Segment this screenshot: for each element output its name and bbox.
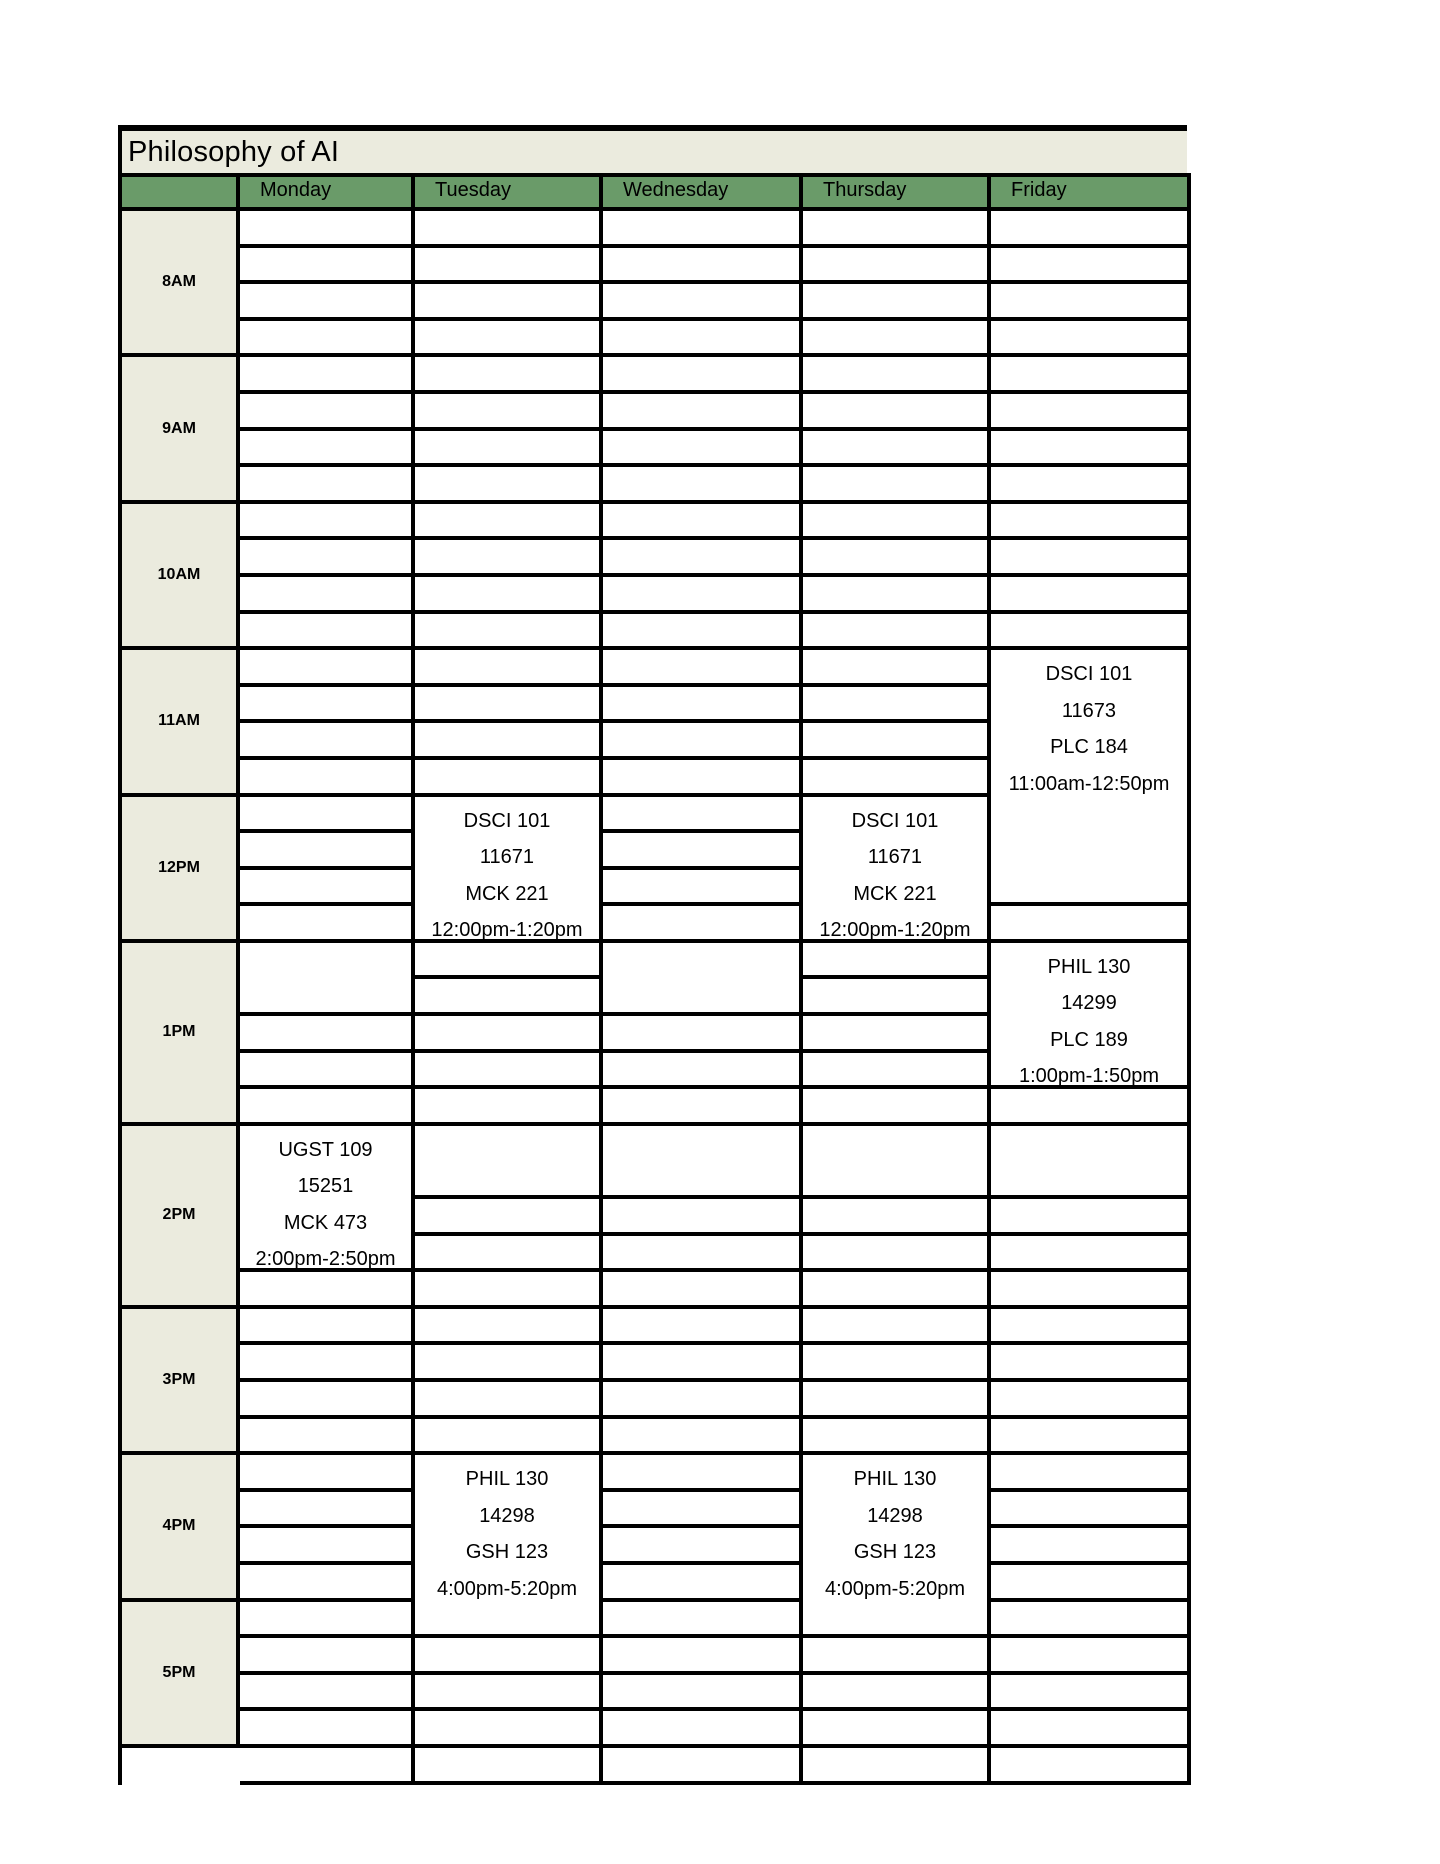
- empty-slot[interactable]: [603, 723, 803, 760]
- empty-slot[interactable]: [991, 1675, 1191, 1712]
- empty-slot[interactable]: [603, 1236, 803, 1273]
- time-label-11am: 11AM: [122, 650, 240, 796]
- empty-slot[interactable]: [603, 1602, 803, 1639]
- header-tuesday: Tuesday: [415, 173, 603, 211]
- empty-slot[interactable]: [991, 248, 1191, 285]
- empty-slot[interactable]: [240, 1455, 415, 1492]
- class-time: 4:00pm-5:20pm: [436, 1577, 578, 1600]
- empty-slot[interactable]: [415, 248, 603, 285]
- empty-slot[interactable]: [803, 1675, 991, 1712]
- empty-slot[interactable]: [603, 833, 803, 870]
- class-course: PHIL 130: [465, 1468, 549, 1491]
- empty-slot[interactable]: [603, 1016, 803, 1053]
- time-label-10am: 10AM: [122, 504, 240, 650]
- empty-slot[interactable]: [603, 467, 803, 504]
- empty-slot[interactable]: [803, 431, 991, 468]
- empty-slot[interactable]: [415, 723, 603, 760]
- empty-slot[interactable]: [415, 1016, 603, 1053]
- class-time: 12:00pm-1:20pm: [819, 919, 971, 941]
- class-course: DSCI 101: [1045, 663, 1133, 686]
- class-crn: 11671: [479, 846, 535, 868]
- empty-slot[interactable]: [803, 1382, 991, 1419]
- empty-slot[interactable]: [240, 1711, 415, 1748]
- class-time: 12:00pm-1:20pm: [431, 919, 583, 941]
- empty-slot[interactable]: [603, 1675, 803, 1712]
- class-crn: 14298: [479, 1504, 535, 1527]
- empty-slot[interactable]: [603, 357, 803, 394]
- empty-slot[interactable]: [415, 1711, 603, 1748]
- empty-slot[interactable]: [603, 321, 803, 358]
- empty-slot[interactable]: [415, 1126, 603, 1199]
- schedule-sheet: [118, 125, 1187, 1785]
- empty-slot[interactable]: [603, 1345, 803, 1382]
- empty-slot[interactable]: [603, 1638, 803, 1675]
- empty-slot[interactable]: [991, 1272, 1191, 1309]
- empty-slot[interactable]: [415, 284, 603, 321]
- empty-slot[interactable]: [603, 284, 803, 321]
- time-label-2pm: 2PM: [122, 1126, 240, 1309]
- empty-slot[interactable]: [803, 723, 991, 760]
- empty-slot[interactable]: [603, 614, 803, 651]
- empty-slot[interactable]: [991, 540, 1191, 577]
- time-label-9am: 9AM: [122, 357, 240, 503]
- empty-slot[interactable]: [415, 1053, 603, 1090]
- empty-slot[interactable]: [803, 211, 991, 248]
- empty-slot[interactable]: [240, 540, 415, 577]
- class-crn: 11673: [1061, 699, 1117, 722]
- empty-slot[interactable]: [240, 211, 415, 248]
- class-crn: 14299: [1061, 992, 1117, 1015]
- empty-slot[interactable]: [991, 504, 1191, 541]
- empty-slot[interactable]: [991, 284, 1191, 321]
- empty-slot[interactable]: [240, 321, 415, 358]
- class-block-mon-ugst[interactable]: [240, 1126, 415, 1272]
- header-thursday: Thursday: [803, 173, 991, 211]
- class-course: UGST 109: [278, 1138, 373, 1161]
- empty-slot[interactable]: [603, 431, 803, 468]
- empty-slot[interactable]: [991, 1711, 1191, 1748]
- empty-slot[interactable]: [991, 1236, 1191, 1273]
- empty-slot[interactable]: [603, 577, 803, 614]
- empty-slot[interactable]: [803, 577, 991, 614]
- schedule-grid: [118, 173, 1187, 1785]
- empty-slot[interactable]: [991, 1199, 1191, 1236]
- empty-slot[interactable]: [991, 906, 1191, 943]
- class-time: 4:00pm-5:20pm: [824, 1577, 966, 1600]
- empty-slot[interactable]: [991, 467, 1191, 504]
- empty-slot[interactable]: [240, 906, 415, 943]
- empty-slot[interactable]: [803, 357, 991, 394]
- empty-slot[interactable]: [803, 504, 991, 541]
- empty-slot[interactable]: [415, 1236, 603, 1273]
- empty-slot[interactable]: [415, 540, 603, 577]
- empty-slot[interactable]: [603, 943, 803, 1016]
- empty-slot[interactable]: [415, 1419, 603, 1456]
- class-crn: 14298: [867, 1504, 923, 1527]
- class-time: 2:00pm-2:50pm: [255, 1248, 396, 1271]
- empty-slot[interactable]: [803, 1089, 991, 1126]
- empty-slot[interactable]: [240, 1016, 415, 1053]
- empty-slot[interactable]: [415, 504, 603, 541]
- empty-slot[interactable]: [415, 467, 603, 504]
- empty-slot[interactable]: [803, 248, 991, 285]
- empty-slot[interactable]: [803, 284, 991, 321]
- empty-slot[interactable]: [991, 1126, 1191, 1199]
- empty-slot[interactable]: [991, 1492, 1191, 1529]
- time-label-12pm: 12PM: [122, 797, 240, 943]
- class-time: 1:00pm-1:50pm: [1018, 1065, 1160, 1088]
- time-label-5pm: 5PM: [122, 1602, 240, 1748]
- empty-slot[interactable]: [803, 1748, 991, 1785]
- header-wednesday: Wednesday: [603, 173, 803, 211]
- empty-slot[interactable]: [240, 248, 415, 285]
- empty-slot[interactable]: [991, 321, 1191, 358]
- class-time: 11:00am-12:50pm: [1008, 772, 1170, 795]
- header-corner: [122, 173, 240, 211]
- empty-slot[interactable]: [603, 797, 803, 834]
- empty-slot[interactable]: [603, 1126, 803, 1199]
- empty-slot[interactable]: [240, 1565, 415, 1602]
- empty-slot[interactable]: [415, 1382, 603, 1419]
- empty-slot[interactable]: [240, 1053, 415, 1090]
- empty-slot[interactable]: [415, 357, 603, 394]
- empty-slot[interactable]: [240, 577, 415, 614]
- empty-slot[interactable]: [991, 1638, 1191, 1675]
- empty-slot[interactable]: [415, 1272, 603, 1309]
- empty-slot[interactable]: [415, 577, 603, 614]
- empty-slot[interactable]: [603, 1455, 803, 1492]
- empty-slot[interactable]: [803, 979, 991, 1016]
- empty-slot[interactable]: [991, 1748, 1191, 1785]
- empty-slot[interactable]: [415, 431, 603, 468]
- class-room: PLC 189: [1050, 1028, 1128, 1051]
- class-room: PLC 184: [1050, 736, 1128, 759]
- empty-slot[interactable]: [991, 1565, 1191, 1602]
- empty-slot[interactable]: [240, 1748, 415, 1785]
- empty-slot[interactable]: [415, 321, 603, 358]
- empty-slot[interactable]: [603, 394, 803, 431]
- empty-slot[interactable]: [603, 870, 803, 907]
- class-block-fri-dsci[interactable]: [991, 650, 1191, 906]
- empty-slot[interactable]: [991, 1309, 1191, 1346]
- empty-slot[interactable]: [991, 614, 1191, 651]
- class-room: MCK 221: [465, 882, 549, 905]
- empty-slot[interactable]: [603, 1711, 803, 1748]
- empty-slot[interactable]: [803, 614, 991, 651]
- empty-slot[interactable]: [415, 687, 603, 724]
- class-course: DSCI 101: [851, 809, 939, 832]
- empty-slot[interactable]: [603, 1309, 803, 1346]
- empty-slot[interactable]: [603, 650, 803, 687]
- empty-slot[interactable]: [415, 1675, 603, 1712]
- empty-slot[interactable]: [240, 1492, 415, 1529]
- class-block-thu-phil[interactable]: [803, 1455, 991, 1638]
- empty-slot[interactable]: [803, 687, 991, 724]
- empty-slot[interactable]: [803, 1419, 991, 1456]
- empty-slot[interactable]: [240, 614, 415, 651]
- empty-slot[interactable]: [240, 723, 415, 760]
- class-room: MCK 473: [283, 1211, 368, 1234]
- header-friday: Friday: [991, 173, 1191, 211]
- empty-slot[interactable]: [415, 760, 603, 797]
- time-label-3pm: 3PM: [122, 1309, 240, 1455]
- class-crn: 15251: [297, 1175, 354, 1198]
- empty-slot[interactable]: [803, 1309, 991, 1346]
- empty-slot[interactable]: [415, 979, 603, 1016]
- empty-slot[interactable]: [240, 943, 415, 1016]
- empty-slot[interactable]: [991, 431, 1191, 468]
- empty-slot[interactable]: [415, 1199, 603, 1236]
- empty-slot[interactable]: [415, 1638, 603, 1675]
- empty-slot[interactable]: [415, 1089, 603, 1126]
- empty-slot[interactable]: [240, 833, 415, 870]
- empty-slot[interactable]: [603, 1272, 803, 1309]
- empty-slot[interactable]: [240, 797, 415, 834]
- empty-slot[interactable]: [240, 650, 415, 687]
- empty-slot[interactable]: [803, 1272, 991, 1309]
- empty-slot[interactable]: [803, 1345, 991, 1382]
- schedule-title: Philosophy of AI: [118, 125, 1187, 173]
- class-block-tue-phil[interactable]: [415, 1455, 603, 1638]
- empty-slot[interactable]: [603, 1089, 803, 1126]
- empty-slot[interactable]: [991, 1528, 1191, 1565]
- empty-slot[interactable]: [603, 1053, 803, 1090]
- class-room: GSH 123: [853, 1541, 937, 1564]
- class-block-tue-dsci[interactable]: [415, 797, 603, 943]
- class-course: DSCI 101: [463, 809, 551, 832]
- empty-slot[interactable]: [803, 540, 991, 577]
- empty-slot[interactable]: [415, 1345, 603, 1382]
- empty-slot[interactable]: [803, 1199, 991, 1236]
- class-room: MCK 221: [853, 882, 937, 905]
- empty-slot[interactable]: [240, 1309, 415, 1346]
- empty-slot[interactable]: [803, 1638, 991, 1675]
- empty-slot[interactable]: [603, 760, 803, 797]
- empty-slot[interactable]: [240, 1528, 415, 1565]
- empty-slot[interactable]: [240, 870, 415, 907]
- empty-slot[interactable]: [803, 1711, 991, 1748]
- class-block-fri-phil[interactable]: [991, 943, 1191, 1089]
- empty-slot[interactable]: [240, 504, 415, 541]
- empty-slot[interactable]: [603, 1528, 803, 1565]
- empty-slot[interactable]: [803, 321, 991, 358]
- empty-slot[interactable]: [240, 1638, 415, 1675]
- class-course: PHIL 130: [1047, 955, 1131, 978]
- empty-slot[interactable]: [991, 394, 1191, 431]
- class-course: PHIL 130: [853, 1468, 937, 1491]
- header-monday: Monday: [240, 173, 415, 211]
- empty-slot[interactable]: [603, 504, 803, 541]
- empty-slot[interactable]: [803, 1053, 991, 1090]
- class-block-thu-dsci[interactable]: [803, 797, 991, 943]
- empty-slot[interactable]: [803, 1126, 991, 1199]
- empty-slot[interactable]: [240, 687, 415, 724]
- empty-slot[interactable]: [603, 1492, 803, 1529]
- time-label-1pm: 1PM: [122, 943, 240, 1126]
- empty-slot[interactable]: [240, 1345, 415, 1382]
- empty-slot[interactable]: [991, 577, 1191, 614]
- empty-slot[interactable]: [991, 357, 1191, 394]
- empty-slot[interactable]: [803, 1016, 991, 1053]
- empty-slot[interactable]: [240, 357, 415, 394]
- class-crn: 11671: [867, 846, 923, 868]
- empty-slot[interactable]: [603, 248, 803, 285]
- empty-slot[interactable]: [240, 1602, 415, 1639]
- empty-slot[interactable]: [603, 1748, 803, 1785]
- time-label-4pm: 4PM: [122, 1455, 240, 1601]
- empty-slot[interactable]: [240, 760, 415, 797]
- empty-slot[interactable]: [240, 467, 415, 504]
- empty-slot[interactable]: [415, 650, 603, 687]
- empty-slot[interactable]: [240, 1382, 415, 1419]
- empty-slot[interactable]: [240, 1089, 415, 1126]
- empty-slot[interactable]: [415, 394, 603, 431]
- empty-slot[interactable]: [603, 540, 803, 577]
- empty-slot[interactable]: [803, 650, 991, 687]
- empty-slot[interactable]: [240, 1675, 415, 1712]
- empty-slot[interactable]: [991, 1382, 1191, 1419]
- empty-slot[interactable]: [415, 614, 603, 651]
- empty-slot[interactable]: [240, 394, 415, 431]
- empty-slot[interactable]: [803, 760, 991, 797]
- empty-slot[interactable]: [415, 1309, 603, 1346]
- empty-slot[interactable]: [603, 1419, 803, 1456]
- empty-slot[interactable]: [603, 1565, 803, 1602]
- empty-slot[interactable]: [415, 1748, 603, 1785]
- empty-slot[interactable]: [991, 1602, 1191, 1639]
- empty-slot[interactable]: [803, 1236, 991, 1273]
- empty-slot[interactable]: [240, 1419, 415, 1456]
- empty-slot[interactable]: [991, 1419, 1191, 1456]
- empty-slot[interactable]: [991, 1455, 1191, 1492]
- empty-slot[interactable]: [991, 211, 1191, 248]
- time-label-8am: 8AM: [122, 211, 240, 357]
- empty-slot[interactable]: [240, 284, 415, 321]
- empty-slot[interactable]: [240, 431, 415, 468]
- empty-slot[interactable]: [415, 211, 603, 248]
- empty-slot[interactable]: [803, 467, 991, 504]
- empty-slot[interactable]: [603, 1382, 803, 1419]
- empty-slot[interactable]: [803, 394, 991, 431]
- empty-slot[interactable]: [603, 906, 803, 943]
- empty-slot[interactable]: [603, 211, 803, 248]
- class-room: GSH 123: [465, 1541, 549, 1564]
- empty-slot[interactable]: [991, 1345, 1191, 1382]
- empty-slot[interactable]: [603, 1199, 803, 1236]
- empty-slot[interactable]: [603, 687, 803, 724]
